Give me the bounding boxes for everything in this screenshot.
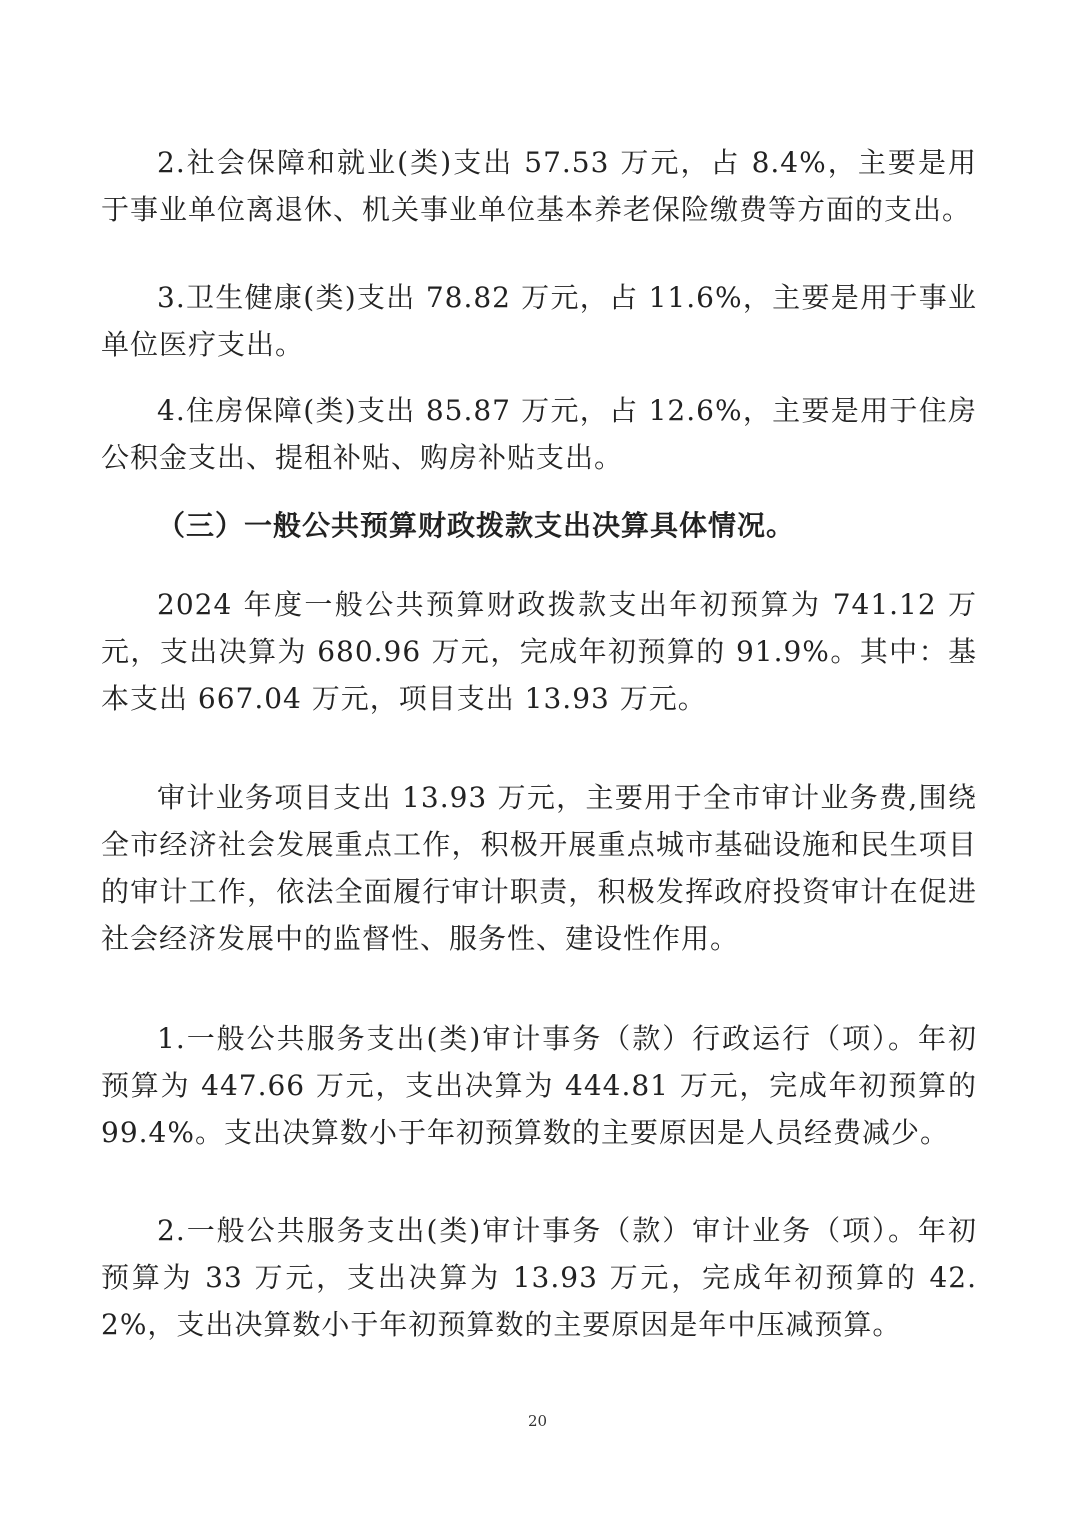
page-number: 20 — [527, 1412, 548, 1430]
paragraph-budget-summary: 2024 年度一般公共预算财政拨款支出年初预算为 741.12 万元，支出决算为 680.96 万元，完成年初预算的 91.9%。其中：基本支出 667.04 万元，项目支出 13.93 万元。 — [101, 588, 977, 715]
section-heading: （三）一般公共预算财政拨款支出决算具体情况。 — [157, 509, 796, 542]
paragraph-audit-project: 审计业务项目支出 13.93 万元，主要用于全市审计业务费,围绕全市经济社会发展重点工作，积极开展重点城市基础设施和民生项目的审计工作，依法全面履行审计职责，积极发挥政府投资审计在促进社会经济发展中的监督性、服务性、建设性作用。 — [101, 781, 977, 955]
paragraph-social-security: 2.社会保障和就业(类)支出 57.53 万元，占 8.4%，主要是用于事业单位离退休、机关事业单位基本养老保险缴费等方面的支出。 — [101, 146, 977, 226]
paragraph-health: 3.卫生健康(类)支出 78.82 万元，占 11.6%，主要是用于事业单位医疗支出。 — [101, 281, 977, 361]
paragraph-housing: 4.住房保障(类)支出 85.87 万元，占 12.6%，主要是用于住房公积金支出、提租补贴、购房补贴支出。 — [101, 394, 977, 474]
paragraph-admin-operation: 1.一般公共服务支出(类)审计事务（款）行政运行（项）。年初预算为 447.66 万元，支出决算为 444.81 万元，完成年初预算的 99.4%。支出决算数小于年初预算数的主要原因是人员经费减少。 — [101, 1022, 977, 1149]
paragraph-audit-business: 2.一般公共服务支出(类)审计事务（款）审计业务（项）。年初预算为 33 万元，支出决算为 13.93 万元，完成年初预算的 42.2%，支出决算数小于年初预算数的主要原因是年中压减预算。 — [101, 1214, 977, 1341]
